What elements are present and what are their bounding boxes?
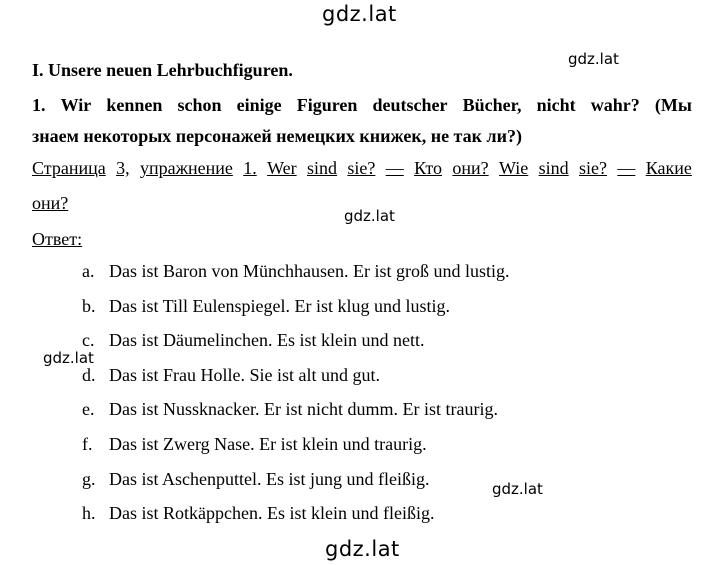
word: упражнение (139, 158, 233, 178)
answer-letter: b. (82, 295, 96, 316)
word: 1. (243, 158, 257, 178)
answer-letter: c. (82, 330, 95, 351)
answer-text: Das ist Baron von Münchhausen. Er ist groß und lustig. (109, 261, 510, 281)
source-reference-line-2: они? (32, 193, 69, 213)
word: sind (307, 158, 338, 178)
answer-text: Das ist Nussknacker. Er ist nicht dumm. Er ist traurig. (109, 399, 498, 420)
word: kennen (106, 95, 163, 115)
answer-list (82, 259, 509, 536)
answer-text: Das ist Däumelinchen. Es ist klein und nett. (109, 330, 425, 351)
word: sie? (579, 158, 607, 178)
word: Wie (499, 158, 529, 178)
answer-text: Das ist Aschenputtel. Es ist jung und fleißig. (109, 468, 430, 489)
watermark: gdz.lat (325, 537, 400, 561)
watermark: gdz.lat (492, 480, 543, 498)
answer-text: Das ist Zwerg Nase. Er ist klein und traurig. (109, 433, 427, 454)
answer-item (82, 432, 509, 467)
answer-label: Ответ: (32, 229, 83, 249)
answer-letter: e. (82, 399, 95, 420)
answer-item (82, 294, 509, 329)
answer-letter: h. (82, 503, 96, 524)
answer-text: Das ist Frau Holle. Sie ist alt und gut. (109, 364, 380, 385)
word: deutscher (372, 95, 448, 115)
answer-item (82, 467, 509, 502)
task-text-line-2: знаем некоторых персонажей немецких книжек, не так ли?) (32, 126, 522, 146)
word: 1. (32, 95, 46, 115)
answer-item (82, 328, 509, 363)
word: Bücher, (462, 95, 522, 115)
answer-letter: f. (82, 433, 93, 454)
word: nicht (536, 95, 576, 115)
source-reference-line-1 (32, 158, 692, 179)
word: sind (538, 158, 569, 178)
word: einige (236, 95, 282, 115)
answer-letter: d. (82, 364, 96, 385)
answer-text: Das ist Till Eulenspiegel. Er ist klug und lustig. (109, 295, 451, 316)
answer-item (82, 259, 509, 294)
watermark: gdz.lat (568, 50, 619, 68)
section-title: I. Unsere neuen Lehrbuchfiguren. (32, 60, 293, 80)
word: Страница (32, 158, 106, 178)
word: Wer (267, 158, 297, 178)
word: Кто (414, 158, 443, 178)
answer-letter: a. (82, 261, 95, 281)
word: 3, (116, 158, 130, 178)
word: (Мы (654, 95, 692, 115)
watermark: gdz.lat (43, 349, 94, 367)
task-text-line-1 (32, 95, 692, 116)
word: — (617, 158, 636, 178)
word: Figuren (296, 95, 358, 115)
word: schon (177, 95, 222, 115)
word: Какие (645, 158, 692, 178)
answer-item (82, 397, 509, 432)
answer-item (82, 363, 509, 398)
word: — (385, 158, 404, 178)
answer-letter: g. (82, 468, 96, 489)
word: они? (452, 158, 489, 178)
word: sie? (347, 158, 376, 178)
word: wahr? (590, 95, 640, 115)
answer-text: Das ist Rotkäppchen. Es ist klein und fleißig. (109, 503, 435, 524)
watermark: gdz.lat (322, 2, 397, 26)
word: Wir (60, 95, 92, 115)
answer-item (82, 501, 509, 536)
watermark: gdz.lat (344, 207, 395, 225)
